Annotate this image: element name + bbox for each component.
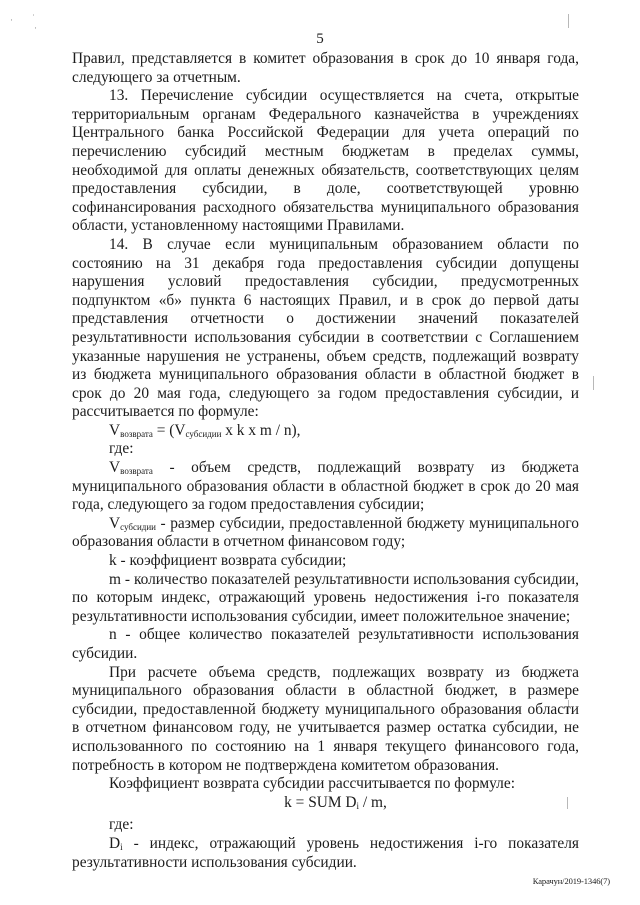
def-v-subscript-return: возврата: [120, 466, 153, 477]
definition-n: n - общее количество показателей результативности использования субсидии.: [72, 626, 579, 662]
formula-v-symbol: V: [109, 421, 121, 439]
scan-mark: ·: [10, 15, 13, 25]
formula-eq-part: x k x m / n),: [221, 421, 301, 439]
where-label-2: где:: [109, 816, 134, 834]
paragraph-intro: Правил, представляется в комитет образования в срок до 10 января года, следующего за отчетным.: [72, 50, 579, 86]
def-di-text: - индекс, отражающий уровень недостижения i-го показателя результативности использования субсидии.: [72, 834, 579, 871]
scan-mark: ˙: [32, 13, 35, 23]
formula-k-part: k = SUM D: [284, 793, 357, 811]
definition-v-return: [72, 459, 579, 515]
def-v-symbol: V: [109, 459, 121, 477]
page-number: 5: [316, 31, 324, 47]
formula-eq-part: = (V: [152, 421, 186, 439]
scan-edge-mark: [568, 14, 569, 28]
formula-v-subscript-return: возврата: [120, 428, 153, 439]
definition-di: [72, 835, 579, 872]
def-v-subsidy-text: - размер субсидии, предоставленной бюджету муниципального образования области в отчетном финансовом году;: [72, 514, 579, 551]
def-d-subscript: i: [120, 841, 123, 852]
footer-reference: Карачун/2019-1346(7): [532, 876, 610, 886]
formula-k-part: / m,: [359, 793, 387, 811]
definition-v-subsidy: [72, 515, 579, 552]
def-v-subscript-subsidy: субсидии: [120, 521, 156, 532]
formula-v-subscript-subsidy: субсидии: [185, 428, 222, 439]
scan-edge-mark: [593, 376, 594, 390]
document-body: [72, 50, 579, 872]
definition-k: k - коэффициент возврата субсидии;: [109, 552, 347, 570]
formula-return-volume: [72, 422, 579, 441]
paragraph-coefficient-intro: Коэффициент возврата субсидии рассчитывается по формуле:: [109, 775, 515, 793]
def-v-symbol: V: [109, 514, 121, 532]
scan-mark: ·: [34, 23, 37, 33]
where-label: где:: [109, 440, 134, 458]
formula-coefficient: [92, 794, 579, 813]
definition-m: m - количество показателей результативности использования субсидии, по которым индекс, отражающий уровень недостижения i-го показателя результативности использования субсидии, имеет положительное значение;: [72, 570, 579, 625]
def-v-return-text: - объем средств, подлежащий возврату из бюджета муниципального образования области в областной бюджет в срок до 20 мая года, следующего за годом предоставления субсидии;: [72, 459, 579, 514]
paragraph-14: 14. В случае если муниципальным образованием области по состоянию на 31 декабря года предоставления субсидии допущены нарушения условий предоставления субсидии, предусмотренных подпунктом «б» пункта 6 настоящих Правил, и в срок до первой даты представления отчетности о достижении значений показателей результативности использования субсидии в соответствии с Соглашением указанные нарушения не устранены, объем средств, подлежащий возврату из бюджета муниципального образования области в областной бюджет в срок до 20 мая года, следующего за годом предоставления субсидии, и рассчитывается по формуле:: [72, 235, 579, 421]
paragraph-calculation: При расчете объема средств, подлежащих возврату из бюджета муниципального образования области в областной бюджет, в размере субсидии, предоставленной бюджету муниципального образования области в отчетном финансовом году, не учитывается размер остатка субсидии, не использованного по состоянию на 1 января текущего финансового года, потребность в котором не подтверждена комитетом образования.: [72, 663, 579, 774]
paragraph-13: 13. Перечисление субсидии осуществляется на счета, открытые территориальным органам Федерального казначейства в учреждениях Центрального банка Российской Федерации для учета операций по перечислению субсидий местным бюджетам в пределах суммы, необходимой для оплаты денежных обязательств, соответствующих целям предоставления субсидии, в доле, соответствующей уровню софинансирования расходного обязательства муниципального образования области, установленному настоящими Правилами.: [72, 87, 579, 235]
formula-k-subscript: i: [356, 800, 360, 811]
def-d-symbol: D: [109, 834, 121, 852]
